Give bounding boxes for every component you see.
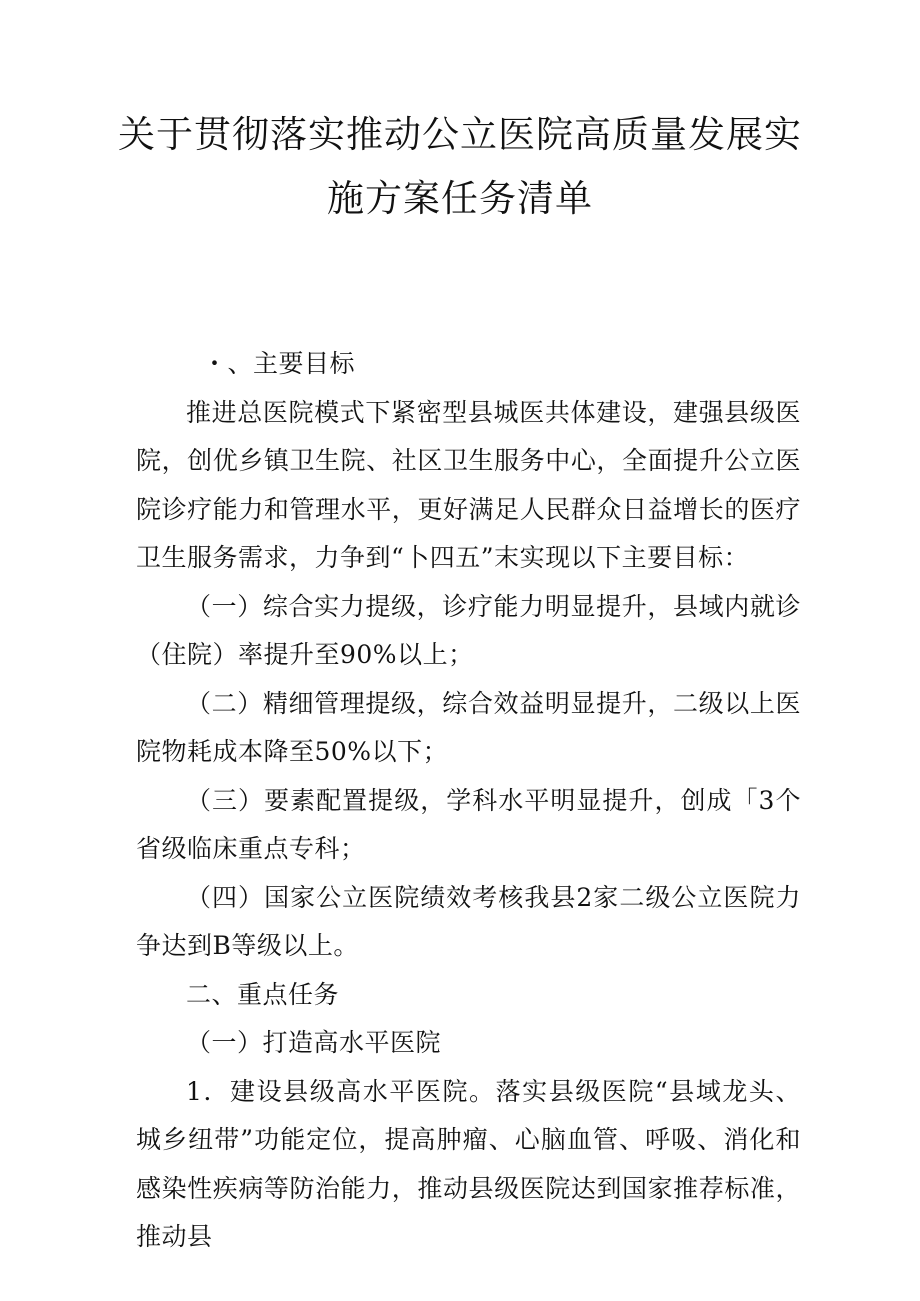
goal-item-3: （三）要素配置提级，学科水平明显提升，创成「3个省级临床重点专科；: [136, 785, 801, 863]
document-title-line-2: 施方案任务清单: [327, 177, 593, 220]
paragraph-intro: 推进总医院模式下紧密型县城医共体建设，建强县级医院，创优乡镇卫生院、社区卫生服务中心，全面提升公立医院诊疗能力和管理水平，更好满足人民群众日益增长的医疗卫生服务需求，力争到“卜四五”末实现以下主要目标：: [136, 397, 801, 572]
section-heading-main-goals: ・、主要目标: [202, 349, 356, 378]
goal-item-1: （一）综合实力提级，诊疗能力明显提升，县域内就诊（住院）率提升至90%以上；: [136, 591, 801, 669]
section-heading-key-tasks: 二、重点任务: [186, 979, 340, 1009]
goal-item-4: （四）国家公立医院绩效考核我县2家二级公立医院力争达到B等级以上。: [136, 882, 801, 960]
task-item-1: 1．建设县级高水平医院。落实县级医院“县域龙头、城乡纽带”功能定位，提高肿瘤、心脑血管、呼吸、消化和感染性疾病等防治能力，推动县级医院达到国家推荐标准，推动县: [136, 1076, 801, 1251]
document-body: [136, 340, 801, 1262]
document-title-line-1: 关于贯彻落实推动公立医院高质量发展实: [118, 113, 802, 156]
subsection-heading-high-level-hospital: （一）打造高水平医院: [186, 1028, 442, 1057]
goal-item-2: （二）精细管理提级，综合效益明显提升，二级以上医院物耗成本降至50%以下；: [136, 688, 801, 766]
